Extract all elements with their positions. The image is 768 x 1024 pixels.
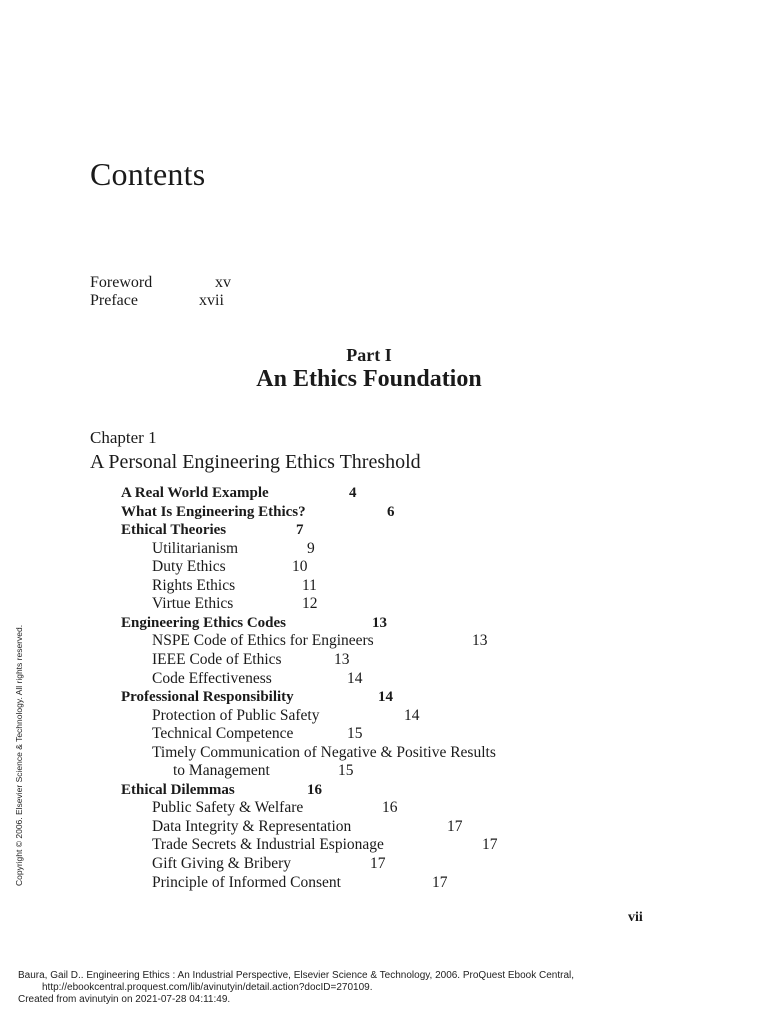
page-number: vii xyxy=(628,910,643,925)
toc-entry-title: to Management xyxy=(173,762,270,780)
toc-subsection-entry xyxy=(152,799,398,817)
toc-entry-page: 14 xyxy=(347,669,363,687)
front-matter-page: xvii xyxy=(199,292,224,309)
toc-subsection-entry xyxy=(173,762,354,780)
toc-entry-title: NSPE Code of Ethics for Engineers xyxy=(152,632,374,650)
front-matter-label: Foreword xyxy=(90,274,153,291)
toc-subsection-entry xyxy=(152,855,386,873)
toc-section-entry xyxy=(121,503,395,521)
toc-entry-page: 17 xyxy=(447,817,463,835)
toc-entry-page: 13 xyxy=(334,650,350,668)
toc-entry-title: Professional Responsibility xyxy=(121,689,294,706)
toc-subsection-entry xyxy=(152,558,308,576)
toc-entry-page: 6 xyxy=(387,503,395,520)
toc-section-entry xyxy=(121,484,357,502)
toc-entry-title: Virtue Ethics xyxy=(152,595,234,613)
toc-entry-title: A Real World Example xyxy=(121,485,269,501)
toc-entry-page: 11 xyxy=(302,576,317,594)
toc-entry-page: 16 xyxy=(382,799,398,817)
toc-entry-title: Ethical Theories xyxy=(121,522,227,539)
front-matter-label: Preface xyxy=(90,292,138,309)
toc-entry-title: Data Integrity & Representation xyxy=(152,817,352,835)
chapter-title: A Personal Engineering Ethics Threshold xyxy=(90,451,421,473)
toc-section-entry xyxy=(121,688,393,706)
toc-entry-page: 12 xyxy=(302,595,318,613)
toc-entry-title: Timely Communication of Negative & Positive Results xyxy=(152,743,496,761)
toc-entry-title: Ethical Dilemmas xyxy=(121,781,235,798)
front-matter-page: xv xyxy=(215,274,231,291)
toc-entry-title: What Is Engineering Ethics? xyxy=(121,503,306,520)
toc-entry-page: 13 xyxy=(472,632,488,650)
toc-entry-page: 10 xyxy=(292,558,308,576)
footer-citation xyxy=(18,970,574,1006)
toc-entry-title: Rights Ethics xyxy=(152,576,236,594)
toc-subsection-entry xyxy=(152,817,463,836)
toc-subsection-entry xyxy=(152,539,315,558)
toc-entry-page: 7 xyxy=(296,522,304,539)
footer-line-created: Created from avinutyin on 2021-07-28 04:11:49. xyxy=(18,994,231,1005)
toc-subsection-entry xyxy=(152,632,488,650)
toc-subsection-entry xyxy=(152,576,317,595)
toc-entry-title: Utilitarianism xyxy=(152,539,239,557)
toc-section-entry xyxy=(121,781,322,799)
toc-entry-title: Code Effectiveness xyxy=(152,669,272,687)
toc-entry-title: IEEE Code of Ethics xyxy=(152,650,282,668)
toc-section-entry xyxy=(121,521,304,539)
toc-entry-page: 17 xyxy=(432,873,448,891)
part-title: An Ethics Foundation xyxy=(256,366,482,392)
toc-subsection-entry xyxy=(152,725,363,743)
toc-subsection-entry xyxy=(152,836,498,854)
toc-entry-page: 9 xyxy=(307,539,315,557)
toc-entry-page: 17 xyxy=(370,855,386,872)
toc-entry-title: Technical Competence xyxy=(152,725,294,743)
toc-subsection-entry xyxy=(152,706,420,725)
toc-subsection-entry xyxy=(152,650,350,669)
toc-entry-page: 16 xyxy=(307,781,322,798)
toc-subsection-entry xyxy=(152,873,448,892)
toc-subsection-entry xyxy=(152,595,318,613)
toc-entry-title: Protection of Public Safety xyxy=(152,706,320,724)
toc-entry-page: 15 xyxy=(347,725,363,743)
toc-entry-title: Public Safety & Welfare xyxy=(152,799,304,817)
part-label: Part I xyxy=(346,345,392,365)
footer-line-citation: Baura, Gail D.. Engineering Ethics : An Industrial Perspective, Elsevier Science & Technology, 2006. ProQuest Ebook Central, xyxy=(18,970,575,981)
toc-entry-title: Duty Ethics xyxy=(152,558,226,576)
toc-subsection-entry xyxy=(152,669,363,688)
toc-entry-title: Principle of Informed Consent xyxy=(152,873,341,891)
toc-subsection-entry xyxy=(152,744,496,762)
page-title: Contents xyxy=(90,156,206,192)
toc-entry-page: 15 xyxy=(338,762,354,780)
chapter-label: Chapter 1 xyxy=(90,428,157,447)
toc-entry-page: 14 xyxy=(404,706,420,724)
toc-section-entry xyxy=(121,614,387,632)
toc-entry-title: Engineering Ethics Codes xyxy=(121,614,287,631)
toc-entry-page: 14 xyxy=(378,689,393,706)
footer-line-url: http://ebookcentral.proquest.com/lib/avinutyin/detail.action?docID=270109. xyxy=(42,982,373,993)
toc-entry-title: Gift Giving & Bribery xyxy=(152,855,292,872)
side-copyright-notice: Copyright © 2006. Elsevier Science & Technology. All rights reserved. xyxy=(14,624,24,886)
toc-entry-title: Trade Secrets & Industrial Espionage xyxy=(152,836,384,854)
toc-entry-page: 4 xyxy=(349,485,357,501)
toc-entry-page: 13 xyxy=(372,614,387,631)
toc-entry-page: 17 xyxy=(482,836,498,854)
